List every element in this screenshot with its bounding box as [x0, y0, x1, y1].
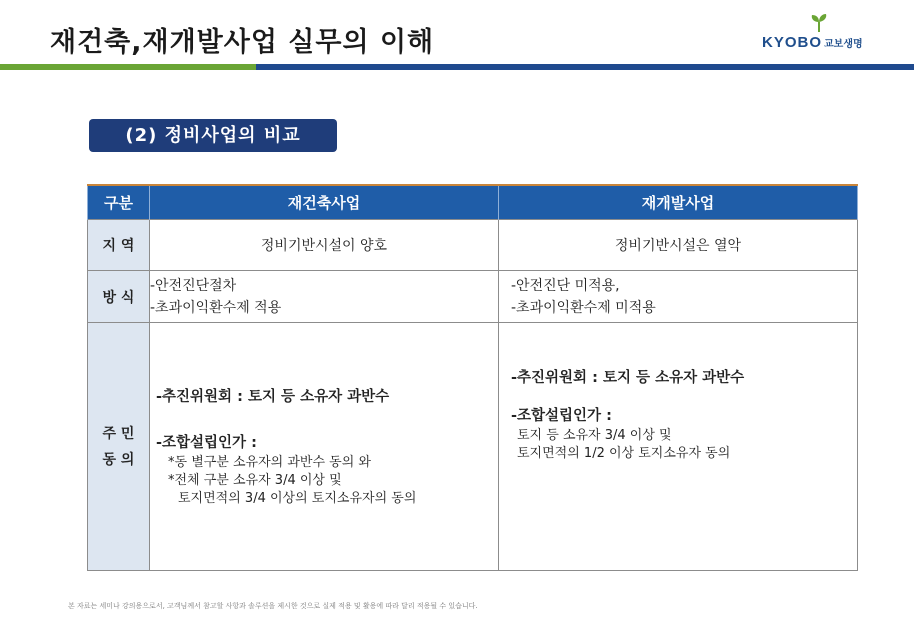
- comparison-table: [87, 184, 858, 571]
- rebuild-approval: -조합설립인가 :: [156, 434, 257, 451]
- cell-method-rebuild: [150, 271, 499, 323]
- table-header-row: [88, 185, 858, 220]
- redevelop-detail: 토지 등 소유자 3/4 이상 및: [517, 428, 672, 443]
- cell-consent-rebuild: [150, 323, 499, 571]
- header: [0, 0, 914, 70]
- consent-label-line: 동 의: [102, 451, 135, 468]
- kyobo-logo: [752, 12, 882, 52]
- leaf-icon: [808, 12, 830, 34]
- row-label-method: 방 식: [88, 271, 150, 323]
- method-rebuild-line: -초과이익환수제 적용: [150, 299, 282, 316]
- method-rebuild-line: -안전진단절차: [150, 277, 237, 294]
- header-redevelop: 재개발사업: [499, 185, 858, 220]
- table-row: [88, 271, 858, 323]
- rebuild-committee: -추진위원회 : 토지 등 소유자 과반수: [156, 388, 390, 405]
- consent-label-line: 주 민: [102, 425, 135, 442]
- header-rebuild: 재건축사업: [150, 185, 499, 220]
- cell-method-redevelop: [499, 271, 858, 323]
- section-title: (2) 정비사업의 비교: [89, 119, 337, 152]
- header-bar-green: [0, 64, 256, 70]
- cell-consent-redevelop: [499, 323, 858, 571]
- redevelop-committee: -추진위원회 : 토지 등 소유자 과반수: [511, 370, 745, 386]
- header-bar-blue: [256, 64, 914, 70]
- rebuild-detail: *동 별구분 소유자의 과반수 동의 와: [168, 454, 371, 470]
- header-category: 구분: [88, 185, 150, 220]
- footer-disclaimer: 본 자료는 세미나 강의용으로서, 고객님께서 참고할 사항과 솔루션을 제시한 것으로 실제 적용 및 활용에 따라 달리 적용될 수 있습니다.: [68, 602, 478, 610]
- redevelop-approval: -조합설립인가 :: [511, 408, 612, 424]
- redevelop-detail: 토지면적의 1/2 이상 토지소유자 동의: [517, 446, 731, 461]
- row-label-consent: [88, 323, 150, 571]
- logo-wordmark: KYOBO 교보생명: [762, 34, 863, 51]
- cell-area-redevelop: 정비기반시설은 열악: [499, 220, 858, 271]
- table-row: [88, 323, 858, 571]
- method-redevelop-line: -초과이익환수제 미적용: [511, 299, 656, 316]
- page-title: 재건축,재개발사업 실무의 이해: [50, 27, 435, 58]
- rebuild-detail: *전체 구분 소유자 3/4 이상 및: [168, 472, 342, 488]
- rebuild-detail: 토지면적의 3/4 이상의 토지소유자의 동의: [178, 490, 417, 506]
- row-label-area: 지 역: [88, 220, 150, 271]
- table-row: [88, 220, 858, 271]
- method-redevelop-line: -안전진단 미적용,: [511, 277, 620, 294]
- cell-area-rebuild: 정비기반시설이 양호: [150, 220, 499, 271]
